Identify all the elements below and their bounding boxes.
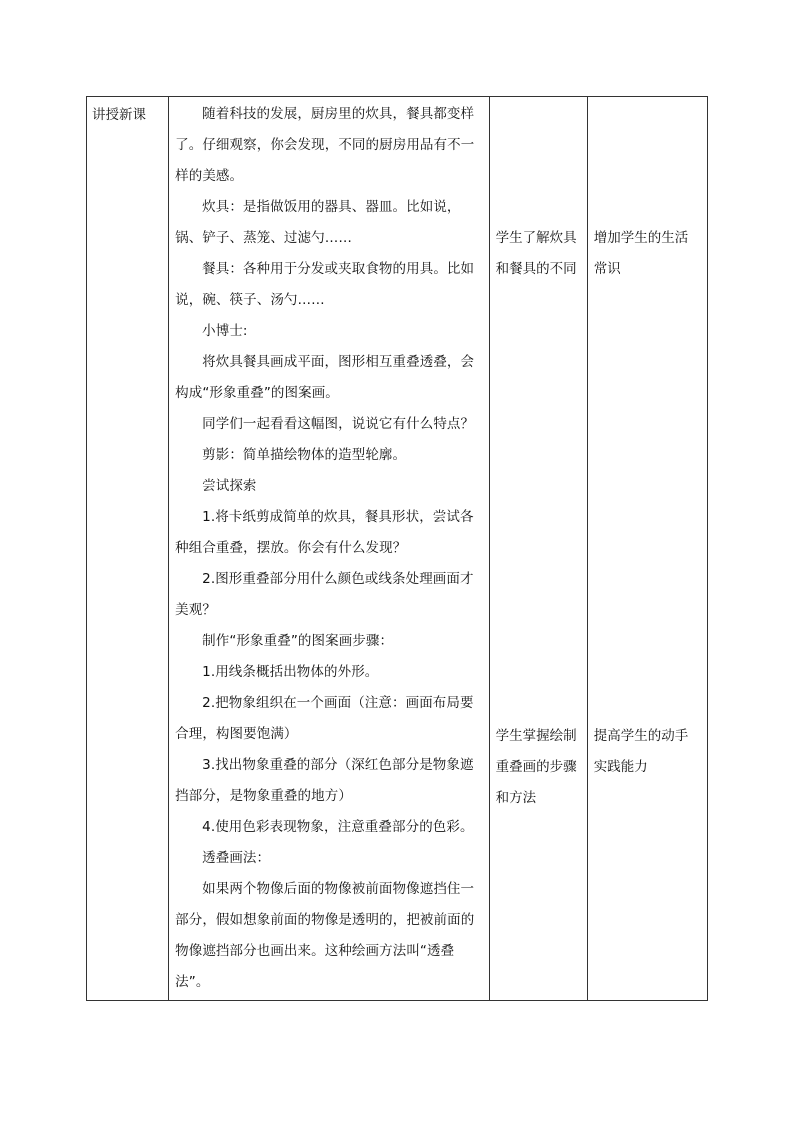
student-activity-line: 学生了解炊具 <box>495 230 577 246</box>
content-paragraph: 制作“形象重叠”的图案画步骤： <box>202 633 394 649</box>
design-purpose <box>588 97 707 1000</box>
design-purpose-line: 实践能力 <box>593 759 648 775</box>
content-paragraph: 1.用线条概括出物体的外形。 <box>202 664 379 680</box>
design-purpose-line: 提高学生的动手 <box>593 728 689 744</box>
content-paragraph: 餐具：各种用于分发或夹取食物的用具。比如说，碗、筷子、汤勺…… <box>175 261 475 308</box>
stage-cell <box>87 97 169 1001</box>
content-paragraph: 炊具：是指做饭用的器具、器皿。比如说，锅、铲子、蒸笼、过滤勺…… <box>175 199 461 246</box>
content-paragraph: 剪影：简单描绘物体的造型轮廓。 <box>202 447 407 463</box>
student-activity-line: 重叠画的步骤 <box>495 759 577 775</box>
design-purpose-block <box>594 223 701 285</box>
content-paragraph: 尝试探索 <box>202 478 257 494</box>
student-activity-line: 学生掌握绘制 <box>495 728 577 744</box>
content-paragraph: 透叠画法： <box>202 850 271 866</box>
table-row <box>87 97 708 1001</box>
content-paragraph: 如果两个物像后面的物像被前面物像遮挡住一部分，假如想象前面的物像是透明的，把被前面的物像遮挡部分也画出来。这种绘画方法叫“透叠法”。 <box>175 881 475 990</box>
content-paragraph: 1.将卡纸剪成简单的炊具，餐具形状，尝试各种组合重叠，摆放。你会有什么发现？ <box>175 509 474 556</box>
design-purpose-line: 增加学生的生活 <box>593 230 689 246</box>
student-activity-block <box>496 223 581 285</box>
stage-label: 讲授新课 <box>92 107 146 123</box>
content-paragraph: 将炊具餐具画成平面，图形相互重叠透叠，会构成“形象重叠”的图案画。 <box>175 354 475 401</box>
student-activity-line: 和餐具的不同 <box>495 261 577 277</box>
content-paragraph: 随着科技的发展，厨房里的炊具，餐具都变样了。仔细观察，你会发现，不同的厨房用品有不一样的美感。 <box>175 106 475 184</box>
student-activity-block <box>496 721 581 814</box>
content-cell <box>169 97 490 1001</box>
student-activity-cell <box>489 97 587 1001</box>
design-purpose-block <box>594 721 701 783</box>
content-paragraph: 小博士: <box>202 323 248 339</box>
design-purpose-cell <box>587 97 707 1001</box>
content-paragraph: 4.使用色彩表现物象，注意重叠部分的色彩。 <box>202 819 474 835</box>
content-paragraph: 2.图形重叠部分用什么颜色或线条处理画面才美观？ <box>175 571 474 618</box>
content-paragraph: 3.找出物象重叠的部分（深红色部分是物象遮挡部分，是物象重叠的地方） <box>175 757 474 804</box>
content-paragraph: 2.把物象组织在一个画面（注意：画面布局要合理，构图要饱满） <box>175 695 474 742</box>
teaching-content <box>169 97 489 998</box>
lesson-plan-table <box>86 96 708 1001</box>
design-purpose-line: 常识 <box>593 261 621 277</box>
student-activity <box>490 97 587 1000</box>
content-paragraph: 同学们一起看看这幅图，说说它有什么特点？ <box>202 416 475 432</box>
student-activity-line: 和方法 <box>495 790 537 806</box>
